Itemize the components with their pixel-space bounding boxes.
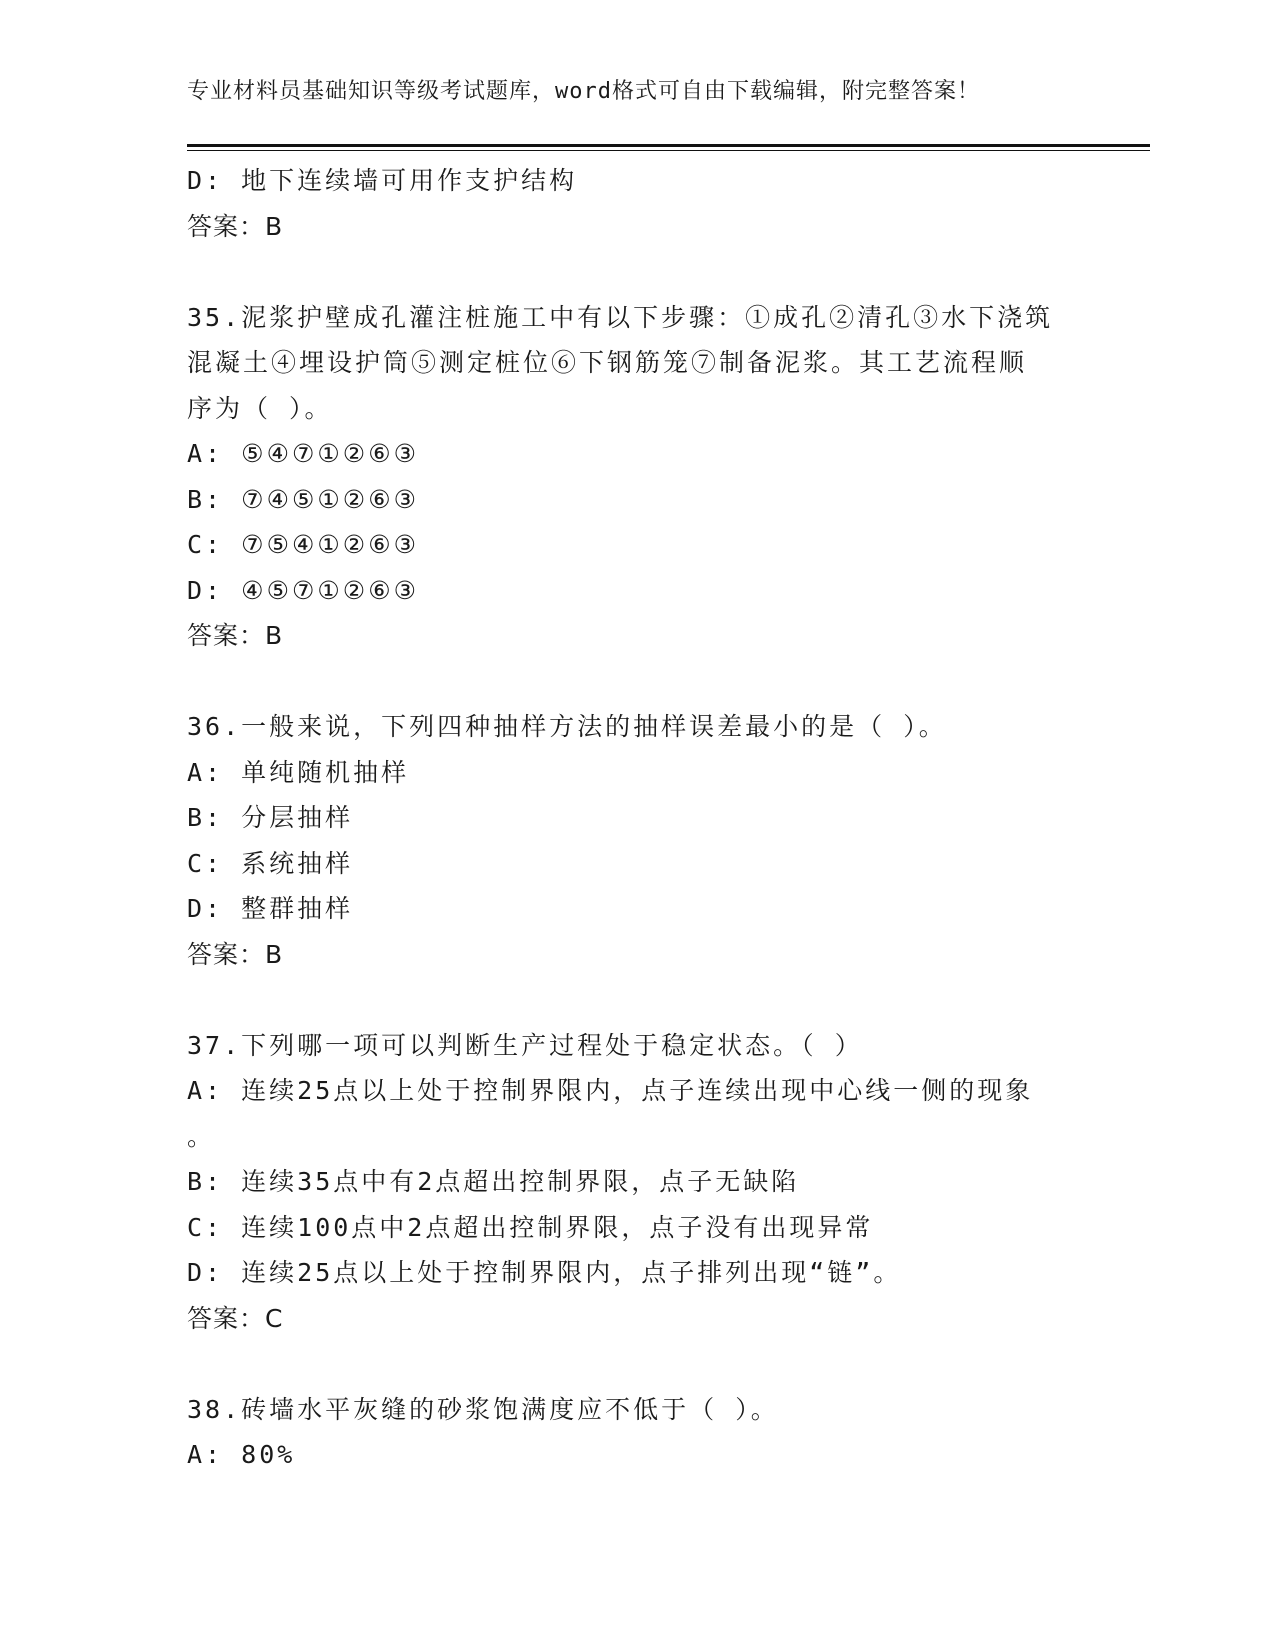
- option-line: A: 80%: [187, 1440, 296, 1469]
- question-stem-line: 序为（ ）。: [187, 393, 333, 423]
- option-line: A: 单纯随机抽样: [187, 757, 410, 787]
- question-block: [187, 1023, 1087, 1342]
- option-line: A: ⑤④⑦①②⑥③: [187, 439, 420, 468]
- spacer: [187, 1341, 1087, 1387]
- question-stem-line: 35.泥浆护壁成孔灌注桩施工中有以下步骤：①成孔②清孔③水下浇筑: [187, 302, 1054, 332]
- spacer: [187, 659, 1087, 705]
- question-content: [187, 158, 1087, 1478]
- question-stem-line: 37.下列哪一项可以判断生产过程处于稳定状态。（ ）: [187, 1030, 863, 1060]
- answer-line: 答案：B: [187, 621, 284, 650]
- option-line: B: 连续35点中有2点超出控制界限，点子无缺陷: [187, 1167, 800, 1196]
- option-line: D: ④⑤⑦①②⑥③: [187, 575, 420, 605]
- option-line: C: 系统抽样: [187, 848, 354, 878]
- answer-line: 答案：C: [187, 1303, 284, 1333]
- answer-line: 答案：B: [187, 211, 284, 241]
- option-line: D: 地下连续墙可用作支护结构: [187, 166, 578, 195]
- option-line: B: ⑦④⑤①②⑥③: [187, 484, 420, 514]
- page-header: 专业材料员基础知识等级考试题库，word格式可自由下载编辑，附完整答案！: [187, 79, 980, 104]
- option-line: B: 分层抽样: [187, 803, 354, 832]
- option-line: 。: [187, 1121, 216, 1151]
- answer-line: 答案：B: [187, 939, 284, 969]
- option-line: C: 连续100点中2点超出控制界限，点子没有出现异常: [187, 1212, 874, 1242]
- option-line: C: ⑦⑤④①②⑥③: [187, 530, 420, 559]
- option-line: D: 整群抽样: [187, 894, 354, 923]
- option-line: D: 连续25点以上处于控制界限内，点子排列出现“链”。: [187, 1258, 902, 1287]
- question-block: [187, 1387, 1087, 1478]
- question-stem-line: 36.一般来说，下列四种抽样方法的抽样误差最小的是（ ）。: [187, 712, 947, 741]
- question-block: [187, 295, 1087, 659]
- question-block: [187, 704, 1087, 977]
- spacer: [187, 977, 1087, 1023]
- header-rule-thick: [187, 144, 1150, 147]
- spacer: [187, 249, 1087, 295]
- option-line: A: 连续25点以上处于控制界限内，点子连续出现中心线一侧的现象: [187, 1076, 1034, 1105]
- question-stem-line: 38.砖墙水平灰缝的砂浆饱满度应不低于（ ）。: [187, 1394, 779, 1424]
- header-rule-thin: [187, 150, 1150, 151]
- question-stem-line: 混凝土④埋设护筒⑤测定桩位⑥下钢筋笼⑦制备泥浆。其工艺流程顺: [187, 348, 1028, 377]
- question-block: [187, 158, 1087, 249]
